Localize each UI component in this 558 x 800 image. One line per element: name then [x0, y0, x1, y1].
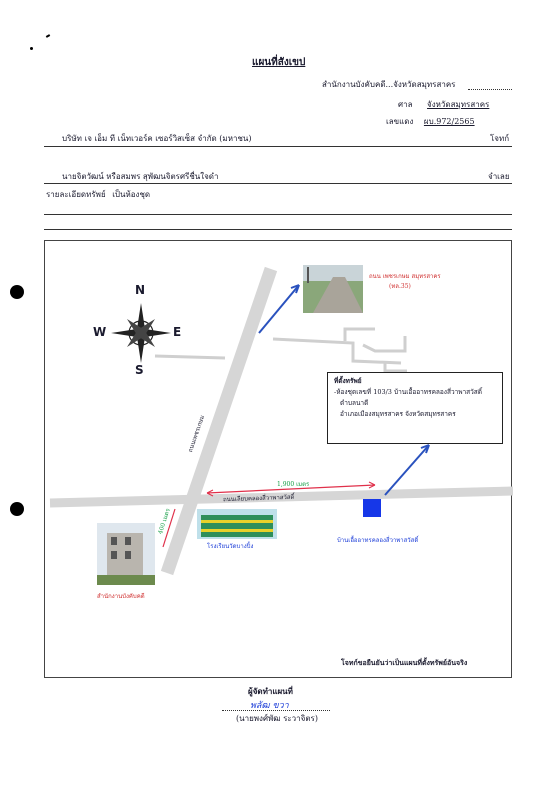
road-photo: [303, 265, 363, 313]
compass-w: W: [93, 325, 107, 339]
compass-n: N: [135, 283, 146, 297]
defendant-suffix: จำเลย: [488, 172, 510, 181]
info-line-3: อำเภอเมืองสมุทรสาคร จังหวัดสมุทรสาคร: [340, 410, 456, 418]
map-footer-note: โจทก์ขอยืนยันว่าเป็นแผนที่ตั้งทรัพย์อันจริง: [341, 658, 468, 667]
signature-name: (นายพงศ์พัฒ ระวาจิตร): [236, 714, 318, 723]
distance-top-label: 1,900 เมตร: [277, 481, 310, 488]
property-value: เป็นห้องชุด: [112, 190, 151, 199]
office-label: สำนักงานบังคับคดี: [322, 80, 386, 89]
office-label-map: สำนักงานบังคับคดี: [97, 593, 145, 600]
plaintiff-name: บริษัท เจ เอ็ม ที เน็ทเวอร์ค เซอร์วิสเซ็ส จำกัด (มหาชน): [62, 134, 252, 143]
road-horizontal-label: ถนนเลียบคลองสี่วาพาสวัสดิ์: [222, 493, 295, 504]
distance-left-label: 400 เมตร: [157, 507, 172, 536]
compass-e: E: [173, 325, 182, 339]
compass-rose-icon: [111, 303, 171, 363]
court-value: จังหวัดสมุทรสาคร: [427, 100, 490, 109]
minor-roads: [155, 329, 407, 371]
binder-hole: [10, 285, 24, 299]
road-vertical-label: ถนนเพชรเกษม: [187, 414, 207, 454]
school-photo: [197, 509, 277, 539]
signature-scribble: พลัฒ ขวา: [250, 701, 289, 711]
info-line-1: -ห้องชุดเลขที่ 103/3 บ้านเอื้ออาทรคลองสี่วาพาสวัสดิ์: [334, 388, 482, 396]
target-marker: [363, 499, 381, 517]
property-info-box: [327, 372, 503, 444]
ink-mark: [46, 34, 50, 38]
property-row: [46, 190, 150, 200]
office-photo: [97, 523, 155, 585]
case-label: เลขแดง: [386, 117, 414, 126]
map-drawing: [45, 241, 513, 679]
arrow-to-info: [385, 445, 429, 495]
location-map: [44, 240, 512, 678]
case-value: ผบ.972/2565: [423, 117, 475, 126]
signature-label: ผู้จัดทำแผนที่: [248, 686, 293, 696]
page-title: แผนที่สังเขป: [252, 57, 306, 68]
compass-s: S: [135, 363, 144, 377]
ink-mark: [30, 47, 33, 50]
plaintiff-suffix: โจทก์: [490, 134, 510, 143]
target-label: บ้านเอื้ออาทรคลองสี่วาพาสวัสดิ์: [337, 537, 419, 544]
court-label: ศาล: [398, 100, 413, 109]
school-label: โรงเรียนวัดบางปิ้ง: [207, 543, 254, 550]
court-row: [398, 100, 489, 110]
defendant-name: นายจิตวัฒน์ หรือสมพร สุพัฒนจิตรศรีชื่นใจดำ: [62, 172, 219, 181]
info-line-2: ตำบลนาดี: [340, 399, 369, 407]
photo-caption-sub: (ทล.35): [389, 283, 411, 290]
office-row: สำนักงานบังคับคดี...จังหวัดสมุทรสาคร: [322, 80, 456, 89]
info-title: ที่ตั้งทรัพย์: [334, 377, 362, 385]
case-row: [386, 117, 475, 127]
office-value: จังหวัดสมุทรสาคร: [393, 80, 456, 89]
photo-caption: ถนน เพชรเกษม สมุทรสาคร: [369, 273, 441, 280]
binder-hole: [10, 502, 24, 516]
property-label: รายละเอียดทรัพย์: [46, 190, 106, 199]
